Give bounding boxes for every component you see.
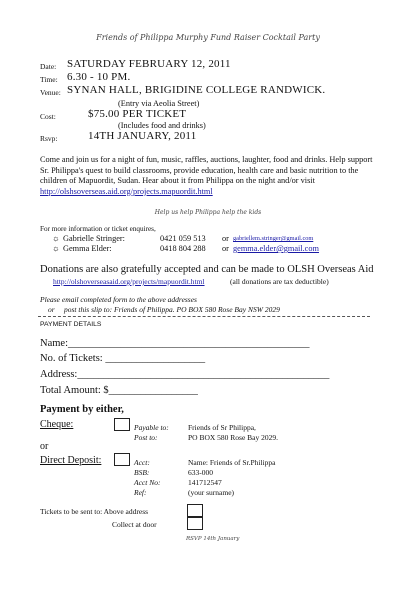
direct-deposit-checkbox[interactable] xyxy=(114,453,130,466)
contact-name-1: Gabrielle Stringer: xyxy=(63,234,125,243)
cut-line xyxy=(38,316,370,317)
name-field[interactable]: Name:______________________________________________ xyxy=(40,338,310,349)
time-value: 6.30 - 10 PM. xyxy=(67,71,131,83)
venue-value: SYNAN HALL, BRIGIDINE COLLEGE RANDWICK. xyxy=(67,84,326,96)
ref-label: Ref: xyxy=(134,488,147,497)
contact-or-1: or xyxy=(222,234,229,243)
address-field[interactable]: Address:________________________________________________ xyxy=(40,369,330,380)
contacts-heading: For more information or ticket enquires, xyxy=(40,225,156,233)
payable-label: Payable to: xyxy=(134,423,169,432)
cost-label: Cost: xyxy=(40,112,56,121)
intro-paragraph xyxy=(40,155,376,197)
date-label: Date: xyxy=(40,62,57,71)
collect-at-door-label: Collect at door xyxy=(112,520,157,529)
tickets-field[interactable]: No. of Tickets: ___________________ xyxy=(40,353,206,364)
contact-phone-2: 0418 804 288 xyxy=(160,244,206,253)
contact-email-1[interactable]: gabriellem.stringer@gmail.com xyxy=(233,235,314,242)
page-header-title: Friends of Philippa Murphy Fund Raiser Cocktail Party xyxy=(96,33,320,42)
collect-at-door-checkbox[interactable] xyxy=(187,517,203,530)
rsvp-label: Rsvp: xyxy=(40,134,58,143)
cheque-label: Cheque: xyxy=(40,419,74,430)
direct-deposit-label: Direct Deposit: xyxy=(40,455,102,466)
date-value: SATURDAY FEBRUARY 12, 2011 xyxy=(67,58,231,70)
or-text: or xyxy=(40,441,49,452)
instructions-line1: Please email completed form to the above addresses xyxy=(40,295,197,304)
post-value: PO BOX 580 Rose Bay 2029. xyxy=(188,433,279,442)
above-address-checkbox[interactable] xyxy=(187,504,203,517)
instructions-or: or xyxy=(48,305,55,314)
contact-star-2: ☼ xyxy=(52,244,60,253)
footer-note: RSVP 14th January xyxy=(186,536,240,542)
contact-star-1: ☼ xyxy=(52,234,60,243)
instructions-line2: post this slip to: Friends of Philippa. PO BOX 580 Rose Bay NSW 2029 xyxy=(64,305,280,314)
intro-text: Come and join us for a night of fun, music, raffles, auctions, laughter, food and drinks. Help support Sr. Philippa's quest to build classrooms, provide education, health care and basic nutrition to the children of Mapuordit, Sudan. Hear about it from Philippa on the night and/or visit xyxy=(40,155,373,185)
bsb-value: 633-000 xyxy=(188,468,213,477)
tickets-sent-label: Tickets to be sent to: Above address xyxy=(40,507,149,516)
payable-value: Friends of Sr Philippa, xyxy=(188,423,256,432)
intro-link[interactable]: http://olshsoverseas.aid.org/projects.mapuordit.html xyxy=(40,186,213,196)
donations-link[interactable]: http://olshoverseasaid.org/projects/mapuordit.html xyxy=(53,277,205,286)
cost-value: $75.00 PER TICKET xyxy=(88,108,187,120)
rsvp-value: 14TH JANUARY, 2011 xyxy=(88,130,197,142)
acct-no-label: Acct No: xyxy=(134,478,161,487)
donations-note: (all donations are tax deductible) xyxy=(230,277,329,286)
acct-value: Name: Friends of Sr.Philippa xyxy=(188,458,276,467)
acct-label: Acct: xyxy=(134,458,150,467)
payment-heading: Payment by either, xyxy=(40,404,124,415)
payment-details-title: PAYMENT DETAILS xyxy=(40,321,102,328)
ref-value: (your surname) xyxy=(188,488,235,497)
contact-or-2: or xyxy=(222,244,229,253)
contact-phone-1: 0421 059 513 xyxy=(160,234,206,243)
time-label: Time: xyxy=(40,75,58,84)
venue-note: (Entry via Aeolia Street) xyxy=(118,99,200,108)
bsb-label: BSB: xyxy=(134,468,150,477)
donations-text: Donations are also gratefully accepted and can be made to OLSH Overseas Aid xyxy=(40,264,374,275)
venue-label: Venue: xyxy=(40,88,61,97)
cost-note: (Includes food and drinks) xyxy=(118,121,206,130)
post-label: Post to: xyxy=(134,433,158,442)
cheque-checkbox[interactable] xyxy=(114,418,130,431)
total-amount-field[interactable]: Total Amount: $_________________ xyxy=(40,385,198,396)
contact-name-2: Gemma Elder: xyxy=(63,244,112,253)
tagline: Help us help Philippa help the kids xyxy=(154,209,262,216)
contact-email-2[interactable]: gemma.elder@gmail.com xyxy=(233,244,319,253)
acct-no-value: 141712547 xyxy=(188,478,222,487)
